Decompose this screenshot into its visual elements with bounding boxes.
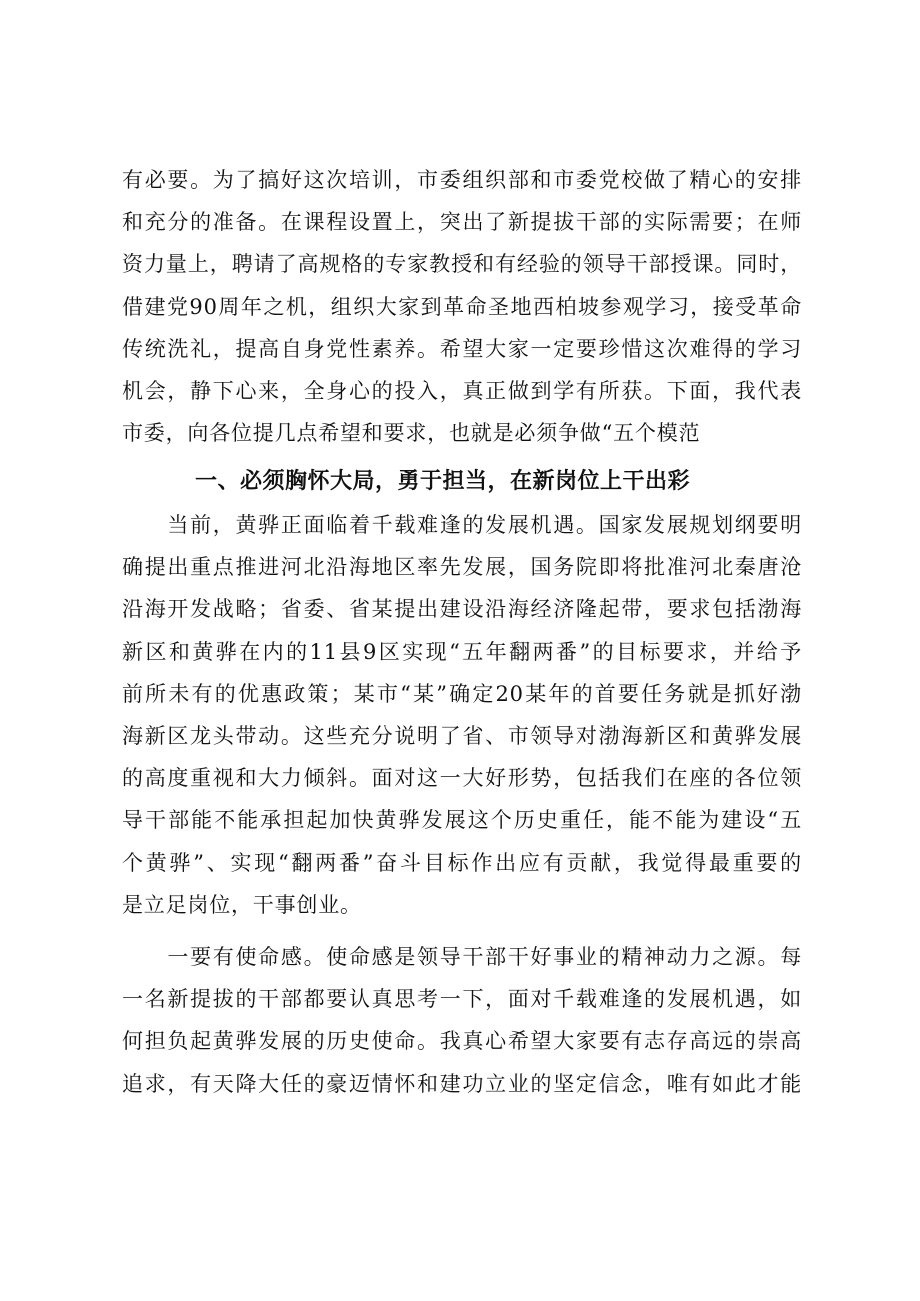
text-line: 传统洗礼，提高自身党性素养。希望大家一定要珍惜这次难得的学习 <box>122 336 802 361</box>
text-line: 当前，黄骅正面临着千载难逢的发展机遇。国家发展规划纲要明 <box>122 513 802 537</box>
text-line: 资力量上，聘请了高规格的专家教授和有经验的领导干部授课。同时， <box>122 252 802 277</box>
text-line: 的高度重视和大力倾斜。面对这一大好形势，包括我们在座的各位领 <box>122 766 802 791</box>
body-paragraph <box>122 936 802 1105</box>
text-line: 一要有使命感。使命感是领导干部干好事业的精神动力之源。每 <box>122 945 802 969</box>
text-line: 一名新提拔的干部都要认真思考一下，面对千载难逢的发展机遇，如 <box>122 987 802 1012</box>
text-line: 借建党90周年之机，组织大家到革命圣地西柏坡参观学习，接受革命 <box>122 294 802 319</box>
intro-paragraph <box>122 159 802 454</box>
text-line: 海新区龙头带动。这些充分说明了省、市领导对渤海新区和黄骅发展 <box>122 723 802 748</box>
text-line: 确提出重点推进河北沿海地区率先发展，国务院即将批准河北秦唐沧 <box>122 555 802 580</box>
text-line: 有必要。为了搞好这次培训，市委组织部和市委党校做了精心的安排 <box>122 168 802 192</box>
text-line: 沿海开发战略；省委、省某提出建设沿海经济隆起带，要求包括渤海 <box>122 597 802 622</box>
text-line: 机会，静下心来，全身心的投入，真正做到学有所获。下面，我代表 <box>122 378 802 403</box>
text-line: 和充分的准备。在课程设置上，突出了新提拔干部的实际需要；在师 <box>122 210 802 235</box>
body-paragraph <box>122 504 802 926</box>
text-line: 导干部能不能承担起加快黄骅发展这个历史重任，能不能为建设“五 <box>122 808 802 833</box>
section-heading: 一、必须胸怀大局，勇于担当，在新岗位上干出彩 <box>195 469 691 494</box>
text-line: 是立足岗位，干事创业。 <box>122 892 362 917</box>
text-line: 前所未有的优惠政策；某市“某”确定20某年的首要任务就是抓好渤 <box>122 681 802 706</box>
text-line: 新区和黄骅在内的11县9区实现“五年翻两番”的目标要求，并给予 <box>122 639 802 664</box>
text-line: 市委，向各位提几点希望和要求，也就是必须争做“五个模范 <box>122 421 701 446</box>
text-line: 何担负起黄骅发展的历史使命。我真心希望大家要有志存高远的崇高 <box>122 1029 802 1054</box>
text-line: 个黄骅”、实现“翻两番”奋斗目标作出应有贡献，我觉得最重要的 <box>122 850 802 875</box>
text-line: 追求，有天降大任的豪迈情怀和建功立业的坚定信念，唯有如此才能 <box>122 1071 802 1096</box>
